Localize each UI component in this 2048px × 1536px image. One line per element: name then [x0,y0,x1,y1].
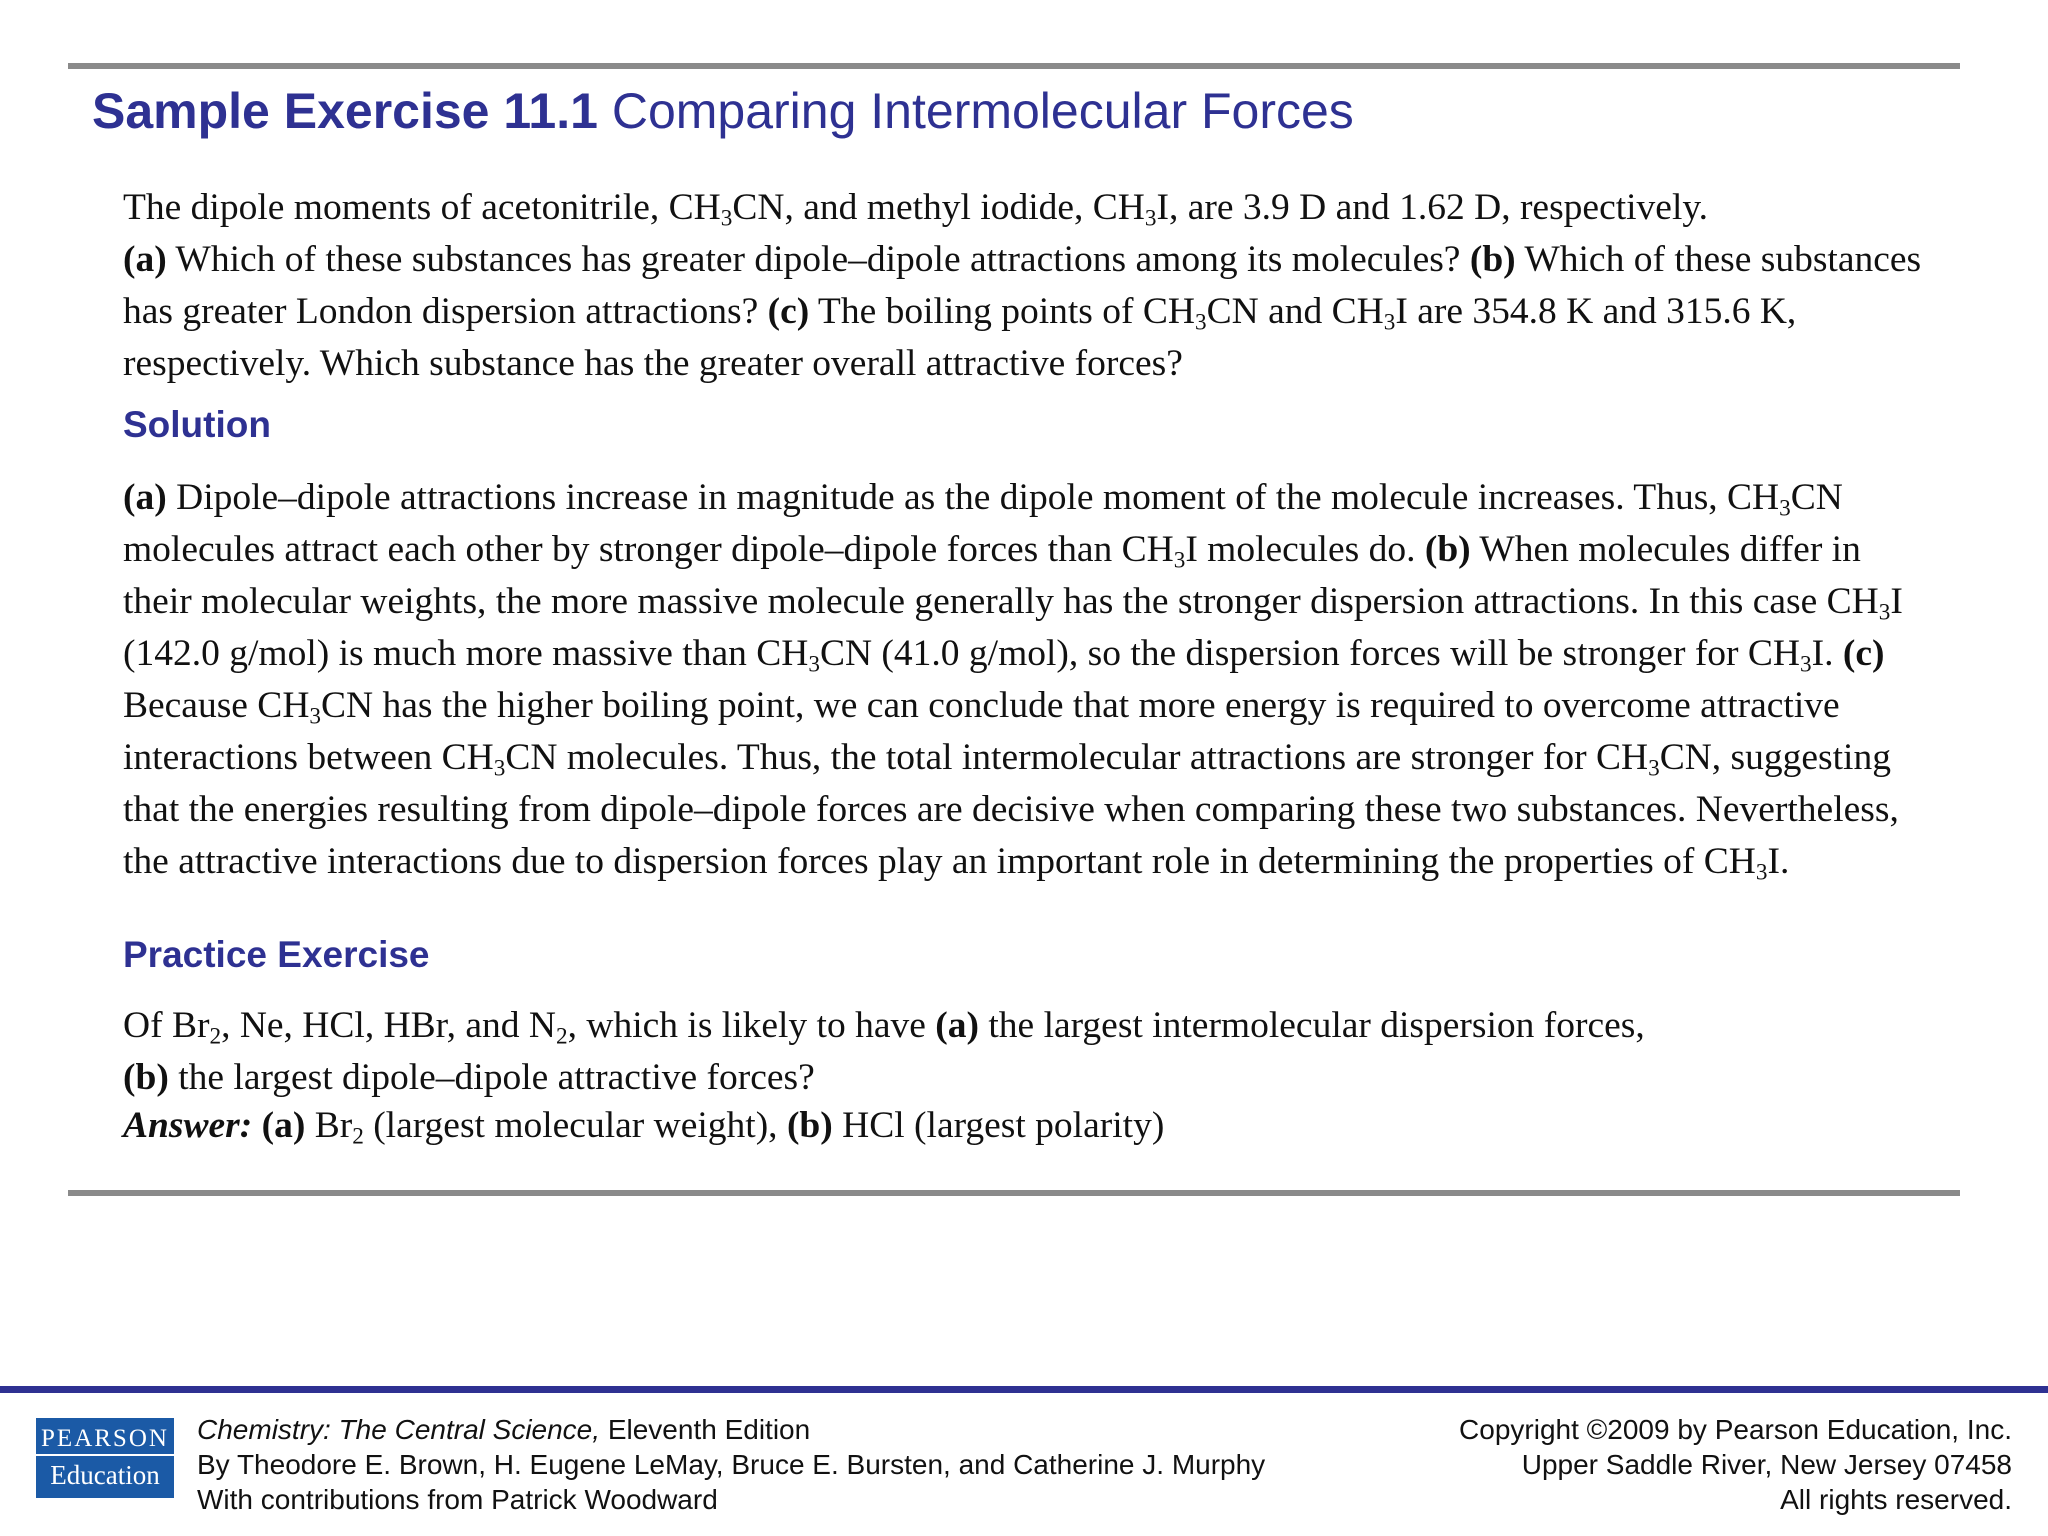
pearson-education-logo [36,1418,174,1498]
rights-reserved: All rights reserved. [1780,1484,2012,1515]
solution-text: (a) Dipole–dipole attractions increase in magnitude as the dipole moment of the molecule increases. Thus, $CH_3CN$ molecules attract each other by stronger dipole–dipole forces than $CH_3I$ molecules do. (b) When molecules differ in their molecular weights, the more massive molecule generally has the stronger dispersion attractions. In this case $CH_3I$ (142.0 g/mol) is much more massive than $CH_3CN$ (41.0 g/mol), so the dispersion forces will be stronger for $CH_3I$. (c) Because $CH_3CN$ has the higher boiling point, we can conclude that more energy is required to overcome attractive interactions between $CH_3CN$ molecules. Thus, the total intermolecular attractions are stronger for $CH_3CN$, suggesting that the energies resulting from dipole–dipole forces are decisive when comparing these two substances. Nevertheless, the attractive interactions due to dispersion forces play an important role in determining the properties of $CH_3I$. [123,477,1903,886]
copyright-line: Copyright ©2009 by Pearson Education, Inc. [1459,1414,2012,1445]
answer-label: Answer: [123,1105,253,1146]
footer-bar [0,1386,2048,1393]
part-a-label: (a) [123,239,167,280]
practice-exercise-heading: Practice Exercise [123,934,430,975]
logo-education-text: Education [50,1460,160,1490]
logo-divider [36,1454,174,1456]
book-title-line [197,1412,1265,1447]
bottom-divider [68,1190,1960,1196]
book-contributions: With contributions from Patrick Woodward [197,1484,718,1515]
solution-heading: Solution [123,404,271,445]
part-b-label: (b) [1469,239,1516,280]
footer-book-info [197,1412,1265,1517]
title-topic: Comparing Intermolecular Forces [611,83,1354,139]
slide-title [92,82,1354,140]
practice-answer: Answer: (a) $Br_2$ (largest molecular weight), (b) HCl (largest polarity) [123,1105,1165,1150]
publisher-location: Upper Saddle River, New Jersey 07458 [1521,1449,2012,1480]
title-exercise-number: Sample Exercise 11.1 [92,83,598,139]
footer-copyright [1459,1412,2012,1517]
book-authors: By Theodore E. Brown, H. Eugene LeMay, Bruce E. Bursten, and Catherine J. Murphy [197,1449,1266,1480]
problem-statement: The dipole moments of acetonitrile, $CH_3CN$, and methyl iodide, $CH_3I$, are 3.9 D and 1.62 D, respectively. (a) Which of these substances has greater dipole–dipole attractions among its molecules? (b) Which of these substances has greater London dispersion attractions? (c) The boiling points of $CH_3CN$ and $CH_3I$ are 354.8 K and 315.6 K, respectively. Which substance has the greater overall attractive forces? [123,187,1922,384]
top-divider [68,63,1960,69]
practice-question: Of $Br_2$, Ne, HCl, HBr, and $N_2$, which is likely to have (a) the largest intermolecular dispersion forces, (b) the largest dipole–dipole attractive forces? [123,1005,1645,1098]
book-title: Chemistry: The Central Science, [197,1414,601,1445]
book-edition: Eleventh Edition [600,1414,811,1445]
logo-pearson-text: PEARSON [41,1425,169,1452]
part-c-label: (c) [767,291,810,332]
